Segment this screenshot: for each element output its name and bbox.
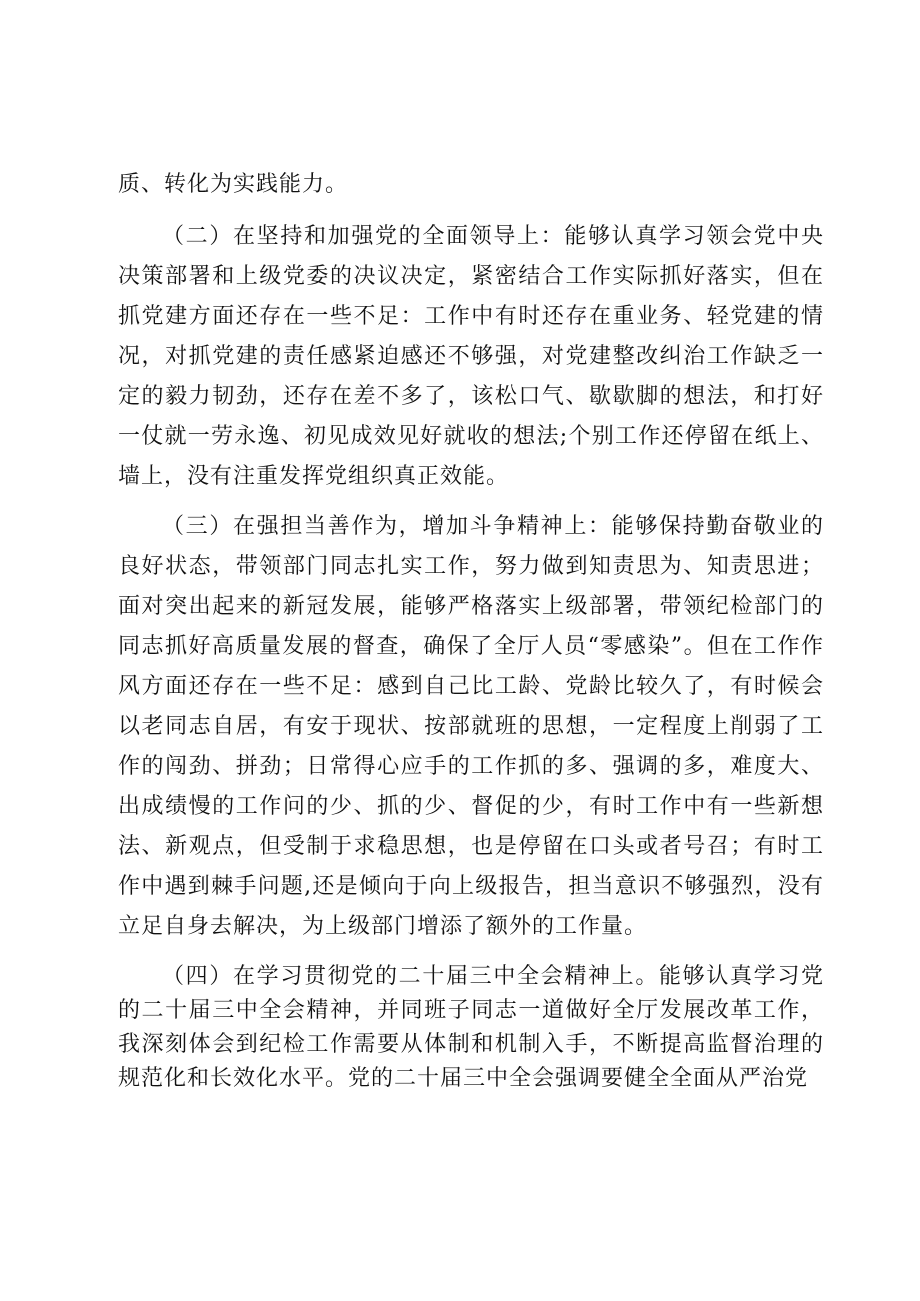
paragraph-section-2: （二）在坚持和加强党的全面领导上：能够认真学习领会党中央决策部署和上级党委的决议决定，紧密结合工作实际抓好落实，但在抓党建方面还存在一些不足：工作中有时还存在重业务、轻党建的情况，对抓党建的责任感紧迫感还不够强，对党建整改纠治工作缺乏一定的毅力韧劲，还存在差不多了，该松口气、歇歇脚的想法，和打好一仗就一劳永逸、初见成效见好就收的想法;个别工作还停留在纸上、墙上，没有注重发挥党组织真正效能。 bbox=[118, 224, 824, 489]
document-body bbox=[118, 166, 824, 1096]
paragraph-section-4: （四）在学习贯彻党的二十届三中全会精神上。能够认真学习党的二十届三中全会精神，并同班子同志一道做好全厅发展改革工作，我深刻体会到纪检工作需要从体制和机制入手，不断提高监督治理的规范化和长效化水平。党的二十届三中全会强调要健全全面从严治党 bbox=[118, 964, 824, 1091]
paragraph-continuation: 质、转化为实践能力。 bbox=[118, 172, 349, 197]
paragraph-section-3: （三）在强担当善作为，增加斗争精神上：能够保持勤奋敬业的良好状态，带领部门同志扎实工作，努力做到知责思为、知责思进；面对突出起来的新冠发展，能够严格落实上级部署，带领纪检部门的同志抓好高质量发展的督查，确保了全厅人员“零感染”。但在工作作风方面还存在一些不足：感到自己比工龄、党龄比较久了，有时候会以老同志自居，有安于现状、按部就班的思想，一定程度上削弱了工作的闯劲、拼劲；日常得心应手的工作抓的多、强调的多，难度大、出成绩慢的工作问的少、抓的少、督促的少，有时工作中有一些新想法、新观点，但受制于求稳思想，也是停留在口头或者号召；有时工作中遇到棘手问题,还是倾向于向上级报告，担当意识不够强烈，没有立足自身去解决，为上级部门增添了额外的工作量。 bbox=[118, 514, 824, 939]
